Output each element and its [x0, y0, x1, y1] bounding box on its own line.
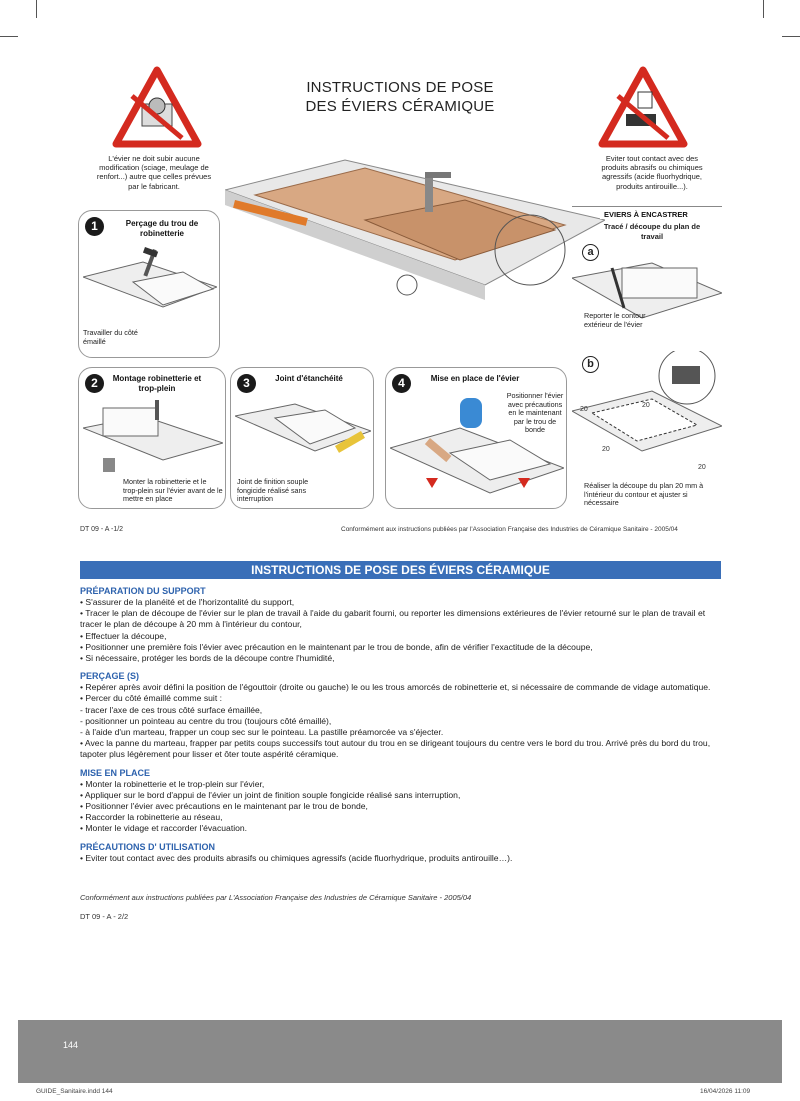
- footer-source: Conformément aux instructions publiées par L'Association Française des Industries de Céramique Sanitaire - 2005/04: [80, 893, 472, 902]
- heading-preparation: PRÉPARATION DU SUPPORT: [80, 586, 206, 596]
- section-title-bar: INSTRUCTIONS DE POSE DES ÉVIERS CÉRAMIQUE: [80, 561, 721, 579]
- step-2-title: Montage robinetterie et trop-plein: [112, 374, 202, 393]
- footer-code: DT 09 - A - 2/2: [80, 912, 129, 921]
- percage-line: • Avec la panne du marteau, frapper par petits coups successifs tout autour du trou en se dirigeant toujours du centre vers le bord du trou. Arrivé près du bord du trou, tapoter plus légèrement pour lisser et ôter toute aspérité céramique.: [80, 738, 711, 760]
- prep-line: • Si nécessaire, protéger les bords de la découpe contre l'humidité,: [80, 653, 335, 664]
- heading-mise-en-place: MISE EN PLACE: [80, 767, 151, 778]
- step-4-panel: [385, 367, 567, 509]
- dim-label: 20: [580, 406, 588, 413]
- step-2-mounting-illustration: [83, 398, 223, 473]
- step-b-letter: b: [582, 356, 599, 373]
- step-b-note: Réaliser la découpe du plan 20 mm à l'intérieur du contour et ajuster si nécessaire: [584, 481, 704, 508]
- mise-line: • Raccorder la robinetterie au réseau,: [80, 812, 223, 823]
- page-title: [250, 78, 550, 116]
- mise-line: • Positionner l'évier avec précautions en le maintenant par le trou de bonde,: [80, 801, 368, 812]
- dim-label: 20: [698, 464, 706, 471]
- warning-left-caption: L'évier ne doit subir aucune modification (sciage, meulage de renfort...) autre que celles prévues par le fabricant.: [96, 154, 212, 191]
- heading-percage: PERÇAGE (S): [80, 671, 140, 682]
- mise-line: • Appliquer sur le bord d'appui de l'évier un joint de finition souple fongicide réalisé sans interruption,: [80, 789, 461, 800]
- step-a-note: Reporter le contour extérieur de l'évier: [584, 311, 646, 329]
- warning-right-caption: Eviter tout contact avec des produits abrasifs ou chimiques agressifs (acide fluorhydrique, produits antirouille...).: [601, 154, 703, 191]
- ref-code-1: DT 09 - A -1/2: [80, 526, 124, 533]
- warning-no-modification-icon: [112, 66, 202, 150]
- title-line-1: INSTRUCTIONS DE POSE: [306, 79, 494, 96]
- page-number: 144: [63, 1040, 79, 1050]
- mise-line: • Monter la robinetterie et le trop-plein sur l'évier,: [80, 778, 265, 789]
- prep-line: • Positionner une première fois l'évier avec précaution en le maintenant par le trou de bonde, afin de vérifier l'exactitude de la découpe,: [80, 641, 593, 652]
- ref-source-1: Conformément aux instructions publiées par l'Association Française des Industries de Céramique Sanitaire - 2005/04: [341, 526, 678, 533]
- step-4-number: 4: [392, 374, 411, 393]
- encastrer-subtitle: Tracé / découpe du plan de travail: [603, 222, 701, 241]
- mise-line: • Monter le vidage et raccorder l'évacuation.: [80, 823, 248, 834]
- percage-line: - tracer l'axe de ces trous côté surface émaillée,: [80, 704, 263, 715]
- warning-chemicals-icon: [598, 66, 688, 150]
- step-2-note: Monter la robinetterie et le trop-plein sur l'évier avant de le mettre en place: [123, 477, 223, 504]
- step-1-title: Perçage du trou de robinetterie: [125, 219, 199, 238]
- encastrer-panel: [572, 206, 722, 516]
- crop-mark: [782, 36, 800, 37]
- title-line-2: DES ÉVIERS CÉRAMIQUE: [305, 98, 495, 115]
- prep-line: • Effectuer la découpe,: [80, 630, 167, 641]
- encastrer-header: EVIERS À ENCASTRER: [600, 210, 692, 219]
- slug-right: 16/04/2026 11:09: [700, 1088, 751, 1095]
- crop-mark: [763, 0, 764, 18]
- step-4-note: Positionner l'évier avec précautions en le maintenant par le trou de bonde: [506, 391, 564, 435]
- precaution-line: • Eviter tout contact avec des produits abrasifs ou chimiques agressifs (acide fluorhydrique, produits antirouille…).: [80, 852, 513, 863]
- heading-precautions: PRÉCAUTIONS D' UTILISATION: [80, 841, 215, 852]
- slug-left: GUIDE_Sanitaire.indd 144: [36, 1088, 113, 1095]
- step-2-number: 2: [85, 374, 104, 393]
- step-3-title: Joint d'étanchéité: [275, 374, 343, 383]
- step-2-panel: [78, 367, 226, 509]
- step-1-drill-illustration: [83, 247, 217, 327]
- step-4-title: Mise en place de l'évier: [430, 374, 520, 383]
- prep-line: • Tracer le plan de découpe de l'évier sur le plan de travail à l'aide du gabarit fourni, ou reporter les dimensions extérieures de l'évier retourné sur le plan de travail et tracer le plan de découpe à 20 mm à l'intérieur du contour,: [80, 608, 706, 630]
- step-3-number: 3: [237, 374, 256, 393]
- step-a-letter: a: [582, 244, 599, 261]
- sink-hero-illustration: [225, 150, 605, 335]
- percage-line: - positionner un pointeau au centre du trou (toujours côté émaillé),: [80, 715, 332, 726]
- page-footer-band: [18, 1020, 782, 1083]
- prep-line: • S'assurer de la planéité et de l'horizontalité du support,: [80, 597, 295, 607]
- step-1-note: Travailler du côté émaillé: [83, 328, 138, 346]
- dim-label: 20: [642, 402, 650, 409]
- step-3-panel: [230, 367, 374, 509]
- percage-line: • Percer du côté émaillé comme suit :: [80, 693, 222, 704]
- step-3-note: Joint de finition souple fongicide réalisé sans interruption: [237, 477, 309, 504]
- percage-line: • Repérer après avoir défini la position de l'égouttoir (droite ou gauche) le ou les trous amorcés de robinetterie et, si nécessaire de commande de vidage automatique.: [80, 682, 711, 693]
- step-1-number: 1: [85, 217, 104, 236]
- step-3-sealant-illustration: [235, 396, 371, 476]
- percage-line: - à l'aide d'un marteau, frapper un coup sec sur le pointeau. La pastille préamorcée va s'éjecter.: [80, 727, 444, 738]
- step-1-panel: [78, 210, 220, 358]
- dim-label: 20: [602, 446, 610, 453]
- instructions-text: [80, 586, 721, 864]
- crop-mark: [36, 0, 37, 18]
- crop-mark: [0, 36, 18, 37]
